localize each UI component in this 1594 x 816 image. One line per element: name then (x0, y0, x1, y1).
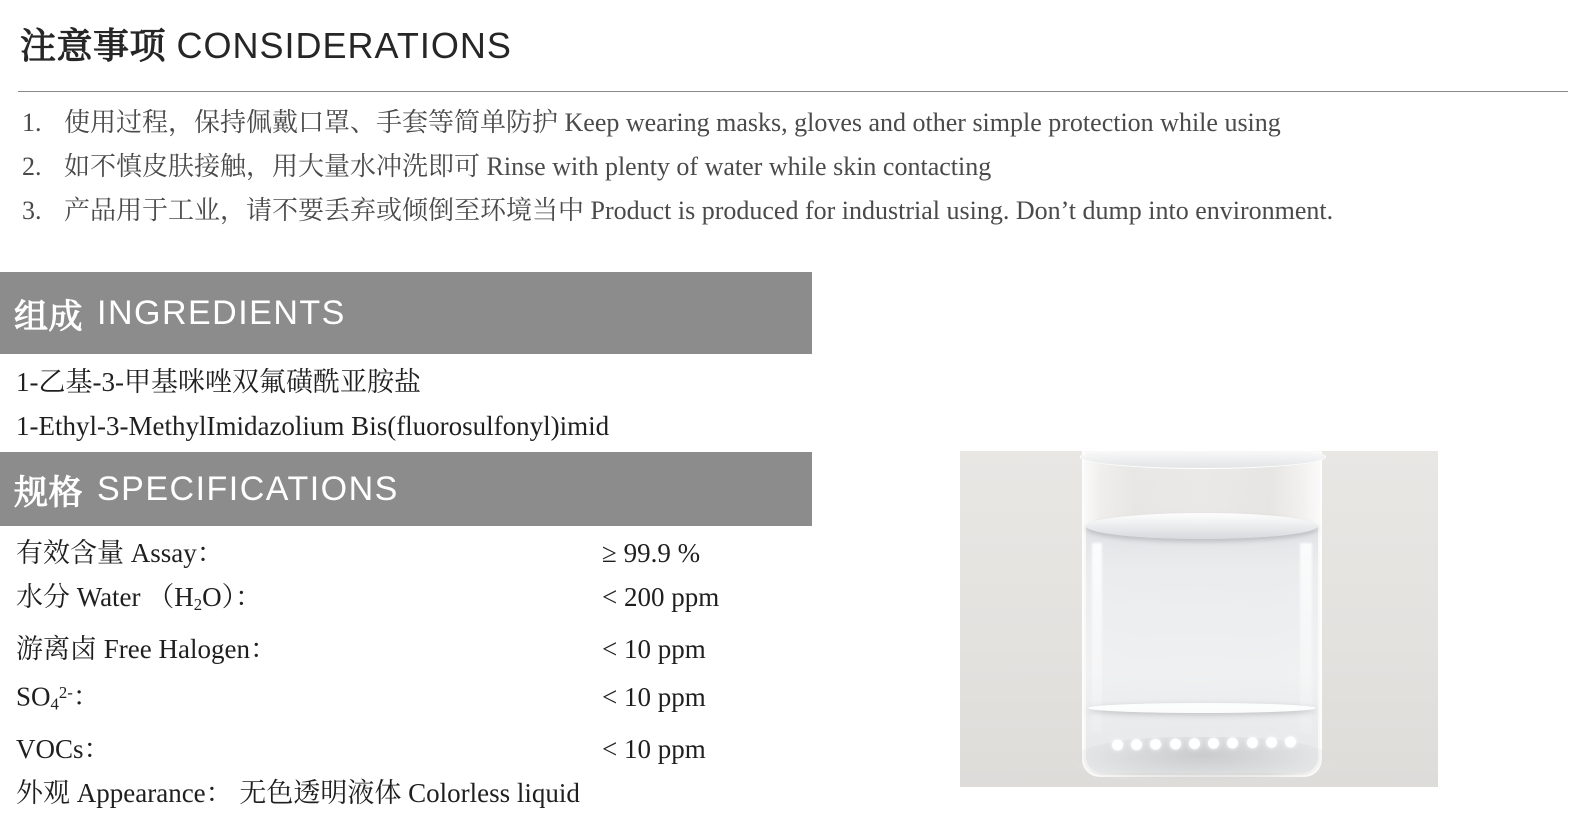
beaker-bottom-edge (1088, 703, 1316, 713)
table-row (16, 771, 816, 815)
spec-label: 游离卤 Free Halogen： (16, 634, 277, 665)
table-row (16, 575, 816, 627)
specifications-table (16, 531, 816, 815)
heading-divider (18, 91, 1568, 92)
considerations-heading-cn: 注意事项 (20, 25, 167, 66)
ingredients-header-en: INGREDIENTS (97, 293, 346, 332)
spec-value: < 10 ppm (602, 733, 706, 764)
reflection-dots (1112, 733, 1296, 752)
considerations-list (18, 101, 1574, 233)
spec-value: ≥ 99.9 % (602, 538, 701, 568)
spec-value: < 10 ppm (602, 681, 706, 712)
ingredient-name-en: 1-Ethyl-3-MethylImidazolium Bis(fluorosulfonyl)imid (16, 411, 610, 441)
list-item-text: 使用过程，保持佩戴口罩、手套等简单防护 Keep wearing masks, gloves and other simple protection while using (64, 108, 1281, 137)
liquid-surface (1086, 513, 1318, 539)
list-item-number: 3. (22, 196, 42, 225)
list-item (18, 189, 1574, 233)
glass-highlight-right (1300, 543, 1312, 733)
table-row (16, 531, 816, 575)
list-item-text: 产品用于工业，请不要丢弃或倾倒至环境当中 Product is produced for industrial using. Don’t dump into environment. (64, 196, 1334, 225)
spec-label: 水分 Water $(H_2O)$： (16, 582, 263, 615)
spec-label: VOCs： (16, 733, 111, 764)
ingredient-name-cn: 1-乙基-3-甲基咪唑双氟磺酰亚胺盐 (16, 367, 421, 397)
ingredients-body (16, 360, 816, 448)
table-row (16, 671, 816, 727)
list-item-number: 1. (22, 108, 42, 137)
considerations-heading (20, 18, 512, 69)
spec-label: $SO_4^{2-}$： (16, 681, 100, 714)
ingredients-header-cn: 组成 (14, 297, 83, 336)
specifications-header-en: SPECIFICATIONS (97, 469, 399, 508)
specifications-header-cn: 规格 (14, 473, 83, 512)
table-row (16, 727, 816, 771)
list-item (18, 101, 1574, 145)
glass-highlight-left (1092, 543, 1102, 733)
list-item-text: 如不慎皮肤接触，用大量水冲洗即可 Rinse with plenty of water while skin contacting (64, 152, 992, 181)
spec-value: < 10 ppm (602, 634, 706, 665)
spec-label: 外观 Appearance： 无色透明液体 Colorless liquid (16, 777, 580, 808)
ingredients-section-header (0, 272, 812, 354)
list-item (18, 145, 1574, 189)
table-row (16, 627, 816, 671)
spec-value: < 200 ppm (602, 582, 720, 612)
specifications-section-header (0, 452, 812, 526)
product-photo (960, 451, 1438, 787)
list-item-number: 2. (22, 152, 42, 181)
considerations-heading-en: CONSIDERATIONS (176, 25, 512, 66)
spec-label: 有效含量 Assay： (16, 538, 224, 568)
